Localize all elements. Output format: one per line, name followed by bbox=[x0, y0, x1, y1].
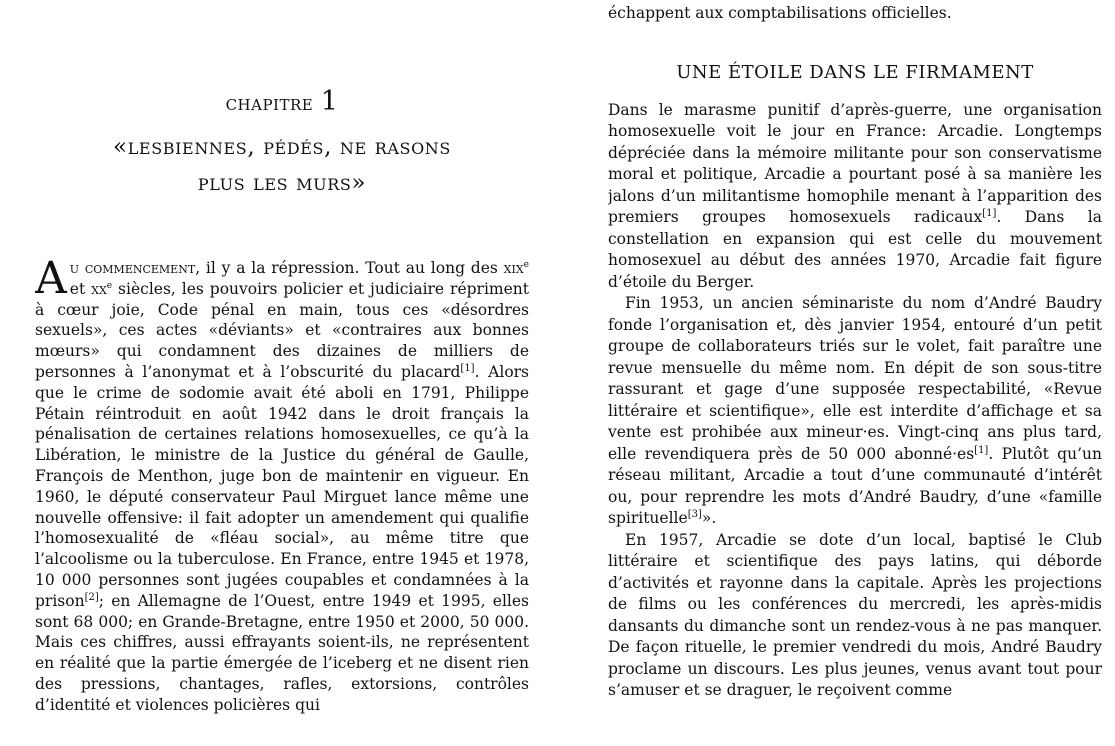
paragraph-text: Dans le marasme punitif d’après-guerre, une organisation homosexuelle voit le jour en France: Arcadie. Longtemps dépréciée dans la mémoire militante pour son conservatisme moral et politique, Arcadie a pourtant posé à sa manière les jalons d’un militantisme homophile menant à l’apparition des premiers groupes homosexuels radicaux bbox=[608, 100, 1102, 227]
paragraph-text: siècles, les pouvoirs policier et judiciaire répriment à cœur joie, Code pénal en main, tous ces «désordres sexuels», ces actes «déviants» et «contraires aux bonnes mœurs» qui condamnent des dizaines de milliers de personnes à l’anonymat et à l’obscurité du placard bbox=[35, 279, 529, 381]
section-body bbox=[608, 100, 1102, 702]
chapter-label: chapitre bbox=[225, 91, 314, 116]
chapter-title-line-2: plus les murs» bbox=[197, 170, 367, 196]
left-page bbox=[35, 0, 529, 746]
continued-line: échappent aux comptabilisations officielles. bbox=[608, 4, 952, 22]
superscript-e: e bbox=[106, 280, 113, 291]
opening-small-caps: u commencement bbox=[69, 259, 196, 277]
drop-cap: A bbox=[35, 253, 67, 304]
footnote-link[interactable]: [3] bbox=[687, 509, 702, 521]
chapter-title bbox=[35, 129, 529, 201]
section-title: UNE ÉTOILE DANS LE FIRMAMENT bbox=[676, 61, 1034, 83]
paragraph bbox=[608, 293, 1102, 530]
chapter-heading bbox=[35, 86, 529, 117]
footnote-link[interactable]: [1] bbox=[974, 444, 989, 456]
paragraph-text: En 1957, Arcadie se dote d’un local, baptisé le Club littéraire et scientifique des pays latins, qui déborde d’activités et rayonne dans la capitale. Après les projections de films ou les conférences du mercredi, les après-midis dansants du dimanche sont un rendez-vous à ne pas manquer. De façon rituelle, le premier vendredi du mois, André Baudry proclame un discours. Les plus jeunes, venus avant tout pour s’amuser et se draguer, le reçoivent comme bbox=[608, 530, 1102, 700]
paragraph-text: . Alors que le crime de sodomie avait été aboli en 1791, Philippe Pétain réintroduit en août 1942 dans le droit français la pénalisation de certaines relations homosexuelles, ce qu’à la Libération, le ministre de la Justice du général de Gaulle, François de Menthon, juge bon de maintenir en vigueur. En 1960, le député conservateur Paul Mirguet lance même une nouvelle offensive: il fait adopter un amendement qui qualifie l’homosexualité de «fléau social», au même titre que l’alcoolisme ou la tuberculose. En France, entre 1945 et 1978, 10 000 personnes sont jugées coupables et condamnées à la prison bbox=[35, 362, 529, 610]
century-numeral: xix bbox=[503, 259, 524, 277]
right-page bbox=[608, 0, 1102, 746]
chapter-opening-paragraph bbox=[35, 253, 529, 716]
paragraph bbox=[608, 530, 1102, 702]
century-numeral: xx bbox=[91, 279, 107, 298]
chapter-number: 1 bbox=[320, 86, 339, 117]
paragraph-text: et bbox=[69, 279, 92, 298]
paragraph bbox=[608, 100, 1102, 294]
paragraph-text: . Dans la constellation en expansion qui est celle du mouvement homosexuel au début des années 1970, Arcadie fait figure d’étoile du Berger. bbox=[608, 208, 1102, 291]
paragraph-text: ». bbox=[701, 509, 717, 528]
chapter-title-line-1: «lesbiennes, pédés, ne rasons bbox=[113, 134, 451, 160]
paragraph-text: , il y a la répression. Tout au long des bbox=[195, 259, 504, 277]
footnote-link[interactable]: [1] bbox=[460, 362, 475, 374]
footnote-link[interactable]: [2] bbox=[84, 591, 99, 603]
paragraph-text: . Plutôt qu’un réseau militant, Arcadie a tout d’une communauté d’intérêt ou, pour reprendre les mots d’André Baudry, d’une «famille spirituelle bbox=[608, 444, 1102, 528]
superscript-e: e bbox=[523, 259, 529, 270]
paragraph-text: Fin 1953, un ancien séminariste du nom d’André Baudry fonde l’organisation et, dès janvier 1954, entouré d’un petit groupe de collaborateurs triés sur le volet, fait paraître une revue mensuelle du même nom. En dépit de son sous-titre rassurant et gage d’une supposée respectabilité, «Revue littéraire et scientifique», elle est interdite d’affichage et sa vente est prohibée aux mineur·es. Vingt-cinq ans plus tard, elle revendiquera près de 50 000 abonné·es bbox=[608, 294, 1102, 463]
paragraph-text: ; en Allemagne de l’Ouest, entre 1949 et 1995, elles sont 68 000; en Grande-Bretagne, entre 1950 et 2000, 50 000. Mais ces chiffres, aussi effrayants soient-ils, ne représentent en réalité que la partie émergée de l’iceberg et ne disent rien des pressions, chantages, rafles, extorsions, contrôles d’identité et violences policières qui bbox=[35, 591, 529, 714]
footnote-link[interactable]: [1] bbox=[982, 208, 997, 220]
